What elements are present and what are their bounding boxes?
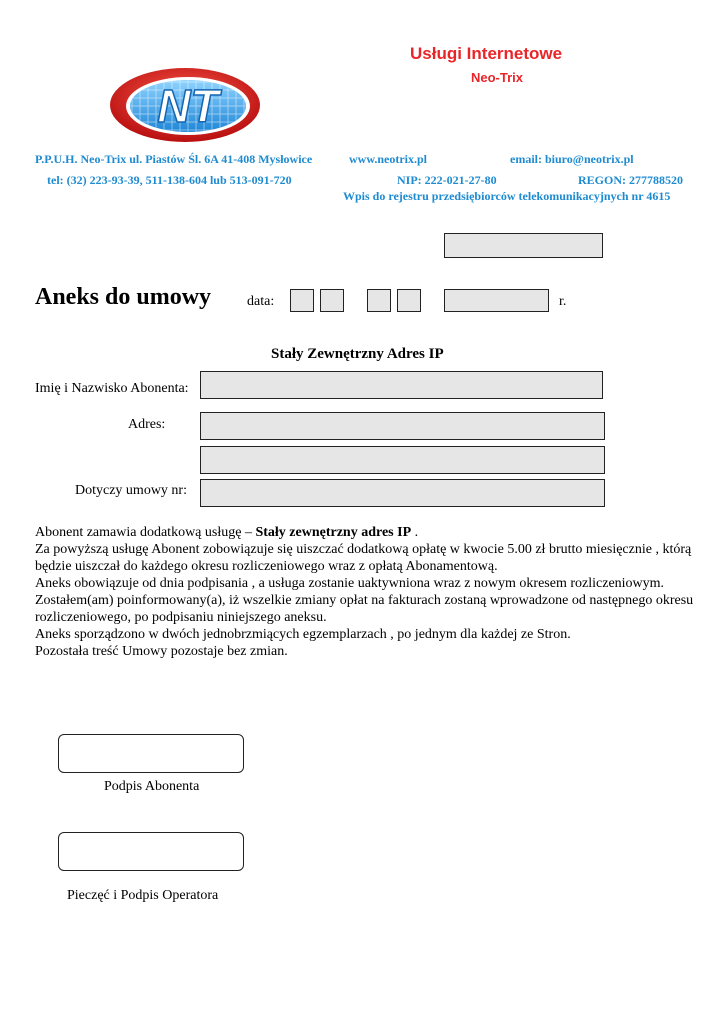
company-regon: REGON: 277788520 [578,173,683,187]
contract-number-field[interactable] [200,479,605,507]
service-order-line [35,524,695,541]
company-phones: tel: (32) 223-93-39, 511-138-604 lub 513-091-720 [47,173,292,187]
contract-label: Dotyczy umowy nr: [75,483,187,498]
information-paragraph: Zostałem(am) poinformowany(a), iż wszelkie zmiany opłat na fakturach zostaną wprowadzone od następnego okresu rozliczeniowego, po podpisaniu niniejszego aneksu. [35,593,694,625]
company-logo [108,66,262,144]
date-suffix: r. [559,294,567,309]
date-label: data: [247,294,275,309]
operator-signature-box[interactable] [58,832,244,871]
date-month-digit-2[interactable] [397,289,421,312]
address-field-line-2[interactable] [200,446,605,474]
company-website: www.neotrix.pl [349,152,427,166]
service-name: Stały zewnętrzny adres IP [255,525,412,540]
document-number-field[interactable] [444,233,603,258]
date-year-field[interactable] [444,289,549,312]
annex-body [35,524,695,660]
copies-paragraph: Aneks sporządzono w dwóch jednobrzmiących egzemplarzach , po jednym dla każdej ze Stron. [35,627,571,642]
logo-text: NT [157,80,219,132]
address-label: Adres: [128,417,166,432]
company-address: P.P.U.H. Neo-Trix ul. Piastów Śl. 6A 41-408 Mysłowice [35,152,313,166]
subscriber-name-field[interactable] [200,371,603,399]
remaining-terms-paragraph: Pozostała treść Umowy pozostaje bez zmian. [35,644,288,659]
document-title: Aneks do umowy [35,284,212,310]
date-month-digit-1[interactable] [367,289,391,312]
company-register: Wpis do rejestru przedsiębiorców telekomunikacyjnych nr 4615 [343,189,671,203]
company-nip: NIP: 222-021-27-80 [397,173,497,187]
subscriber-signature-box[interactable] [58,734,244,773]
fee-paragraph: Za powyższą usługę Abonent zobowiązuje się uiszczać dodatkową opłatę w kwocie 5.00 zł brutto miesięcznie , którą będzie uiszczał do każdego okresu rozliczeniowego wraz z opłatą Abonamentową. [35,542,692,574]
service-order-prefix: Abonent zamawia dodatkową usługę – [35,525,256,540]
address-field-line-1[interactable] [200,412,605,440]
section-title: Stały Zewnętrzny Adres IP [271,346,444,362]
brand-title: Usługi Internetowe [410,44,563,63]
logo-graphic [108,66,262,144]
company-email: email: biuro@neotrix.pl [510,152,634,166]
date-day-digit-2[interactable] [320,289,344,312]
date-day-digit-1[interactable] [290,289,314,312]
operator-signature-label: Pieczęć i Podpis Operatora [67,888,219,903]
validity-paragraph: Aneks obowiązuje od dnia podpisania , a usługa zostanie uaktywniona wraz z nowym okresem rozliczeniowym. [35,576,665,591]
subscriber-signature-label: Podpis Abonenta [104,779,200,794]
name-label: Imię i Nazwisko Abonenta: [35,381,189,396]
brand-subtitle: Neo-Trix [471,70,524,85]
service-order-suffix: . [411,525,419,540]
